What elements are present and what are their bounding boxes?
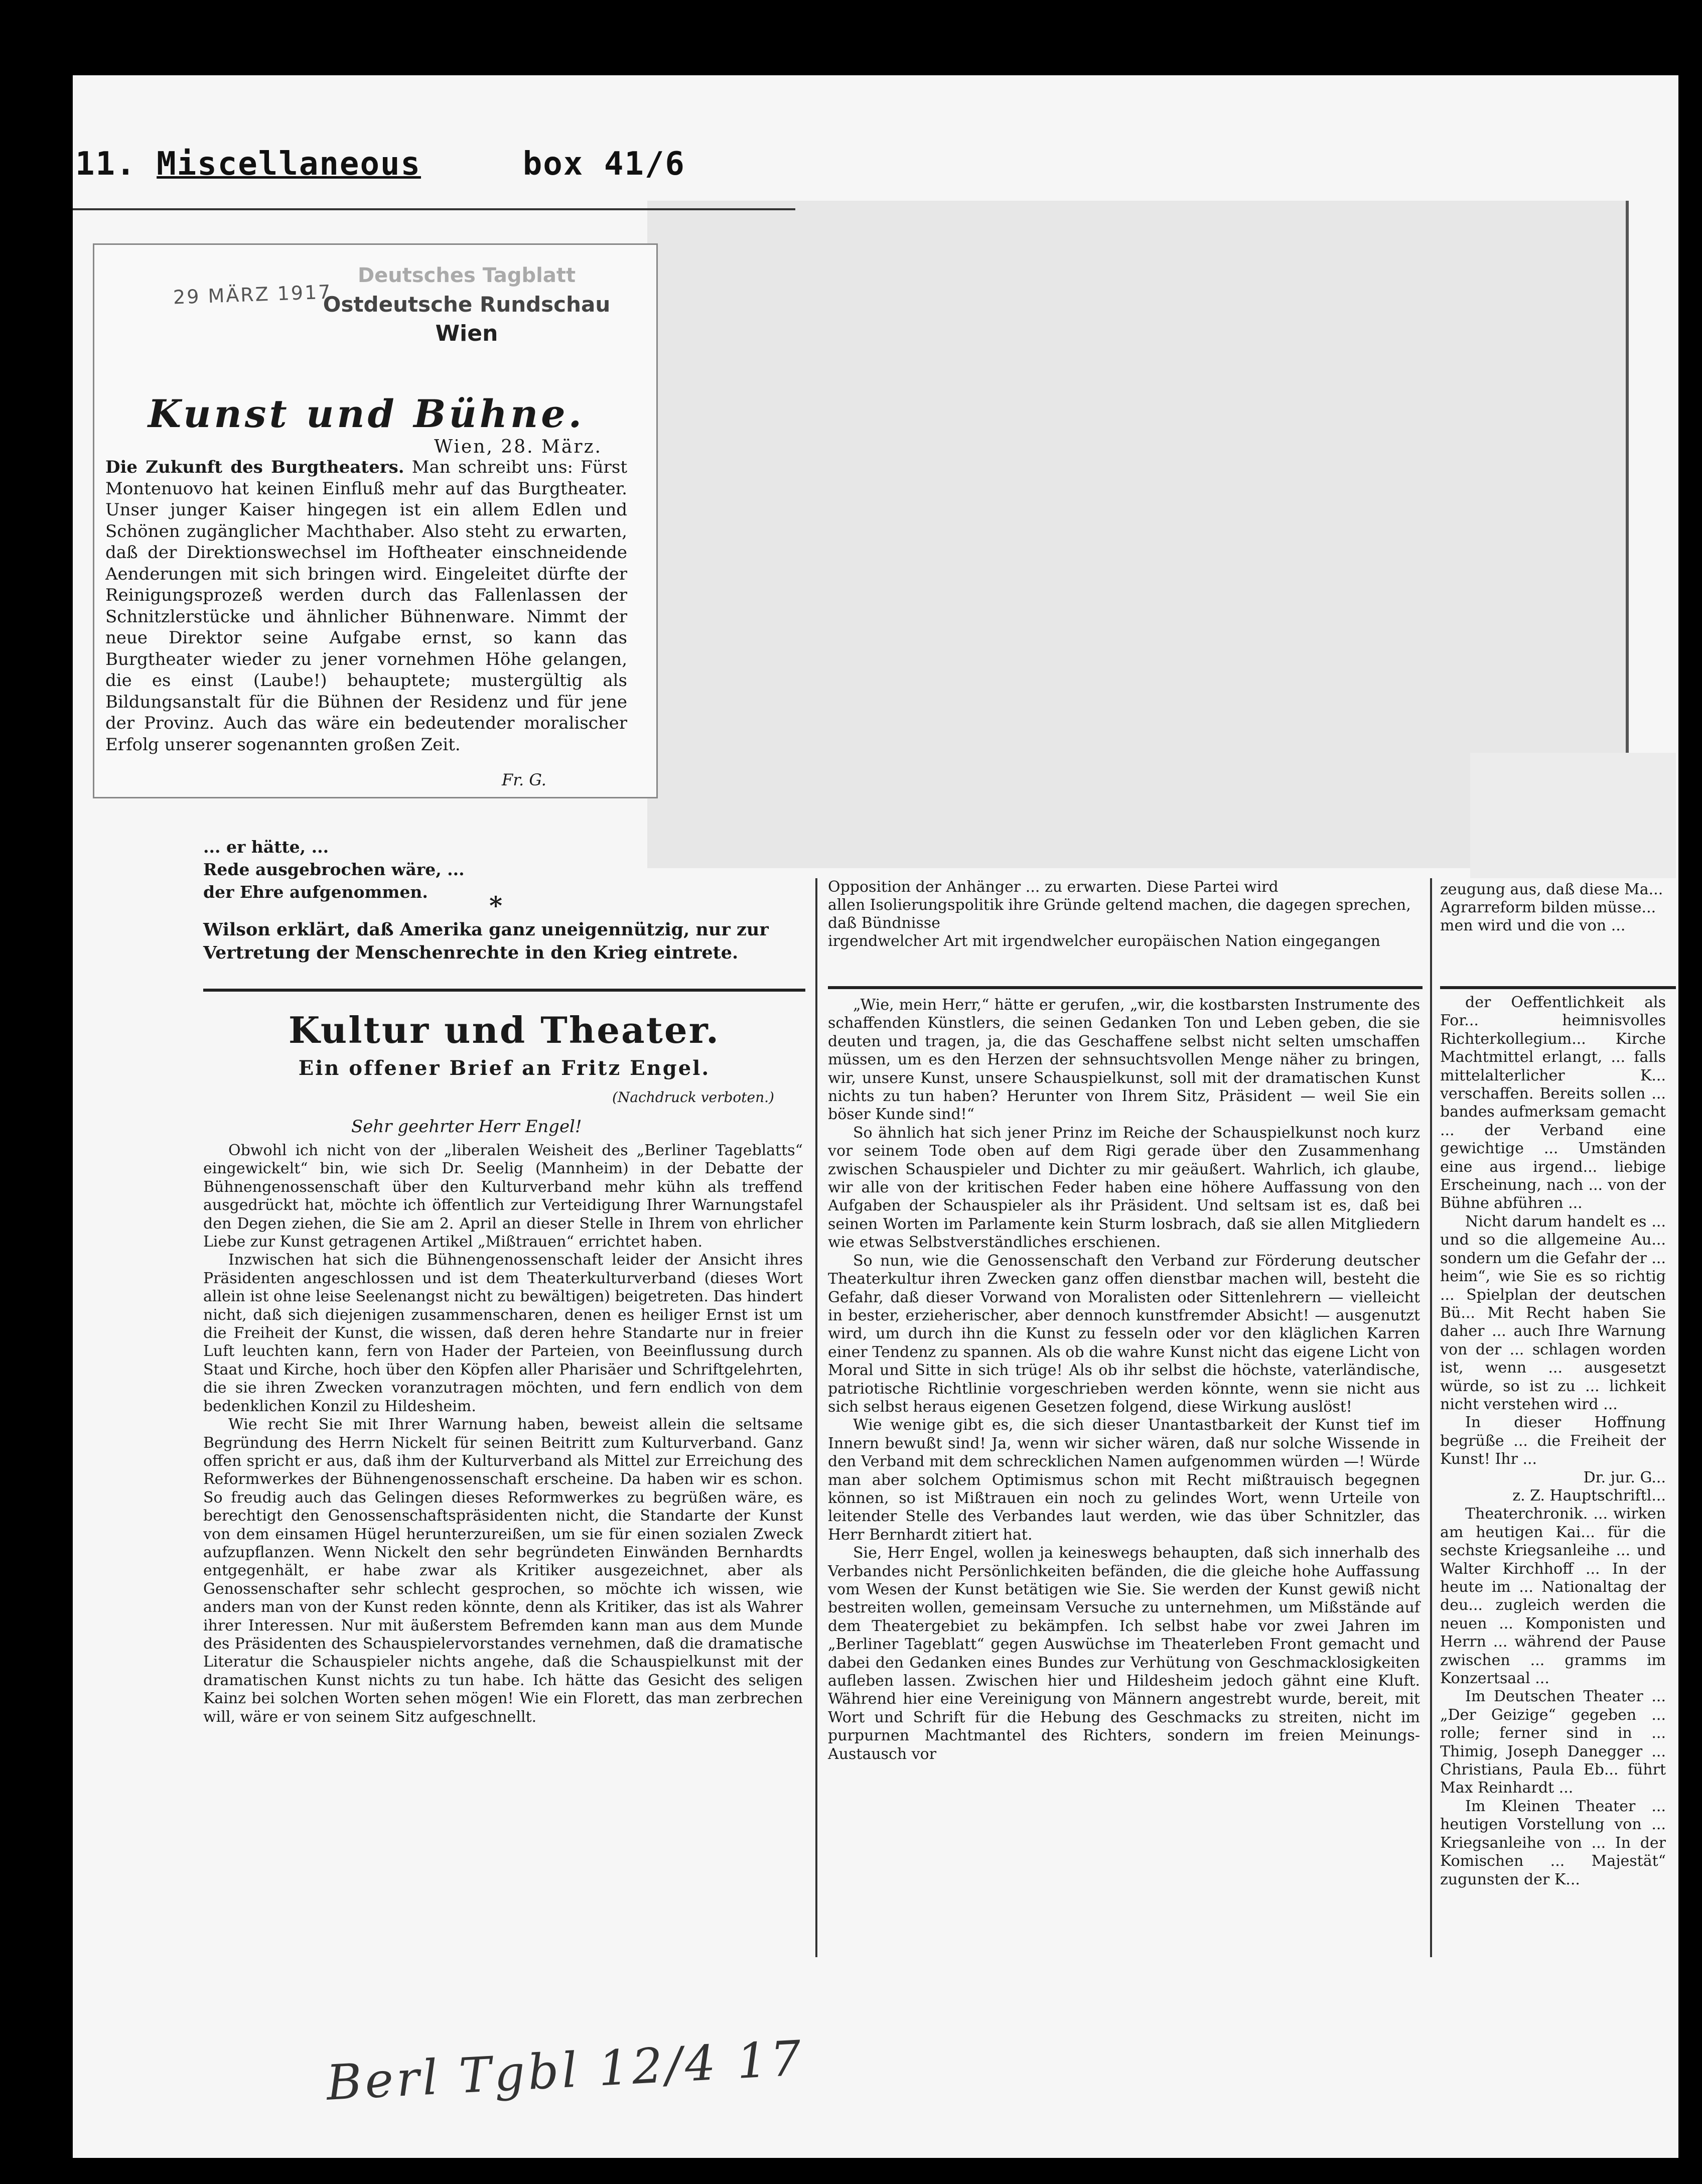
clipping-body	[105, 457, 627, 755]
fragment-line: allen Isolierungspolitik ihre Gründe geltend machen, die dagegen sprechen, daß Bündnisse	[828, 896, 1411, 932]
fragment-line: Rede ausgebrochen wäre, ...	[203, 860, 465, 879]
newspaper-name-2: Ostdeutsche Rundschau	[323, 292, 611, 317]
article-subtitle: Ein offener Brief an Fritz Engel.	[298, 1056, 711, 1080]
paragraph: So nun, wie die Genossenschaft den Verband zur Förderung deutscher Theaterkultur ihren Zwecken ganz offen dienstbar machen will, besteht die Gefahr, daß dieser Vorwand von Moralisten oder Sittenlehrern — vielleicht in bester, erzieherischer, aber dennoch kunstfremder Absicht! — ausgenutzt wird, um durch ihn die Kunst zu fesseln oder vor den kläglichen Karren einer Tendenz zu spannen. Als ob die wahre Kunst nicht das eigene Licht von Moral und Sitte in sich trüge! Als ob ihr selbst die höchste, vaterländische, patriotische Richtlinie vorgeschrieben werden könnte, wenn sie nicht aus sich selbst heraus eigenen Gesetzen folgend, diese Wirkung auslöst!	[828, 1252, 1420, 1416]
paragraph: „Wie, mein Herr,“ hätte er gerufen, „wir, die kostbarsten Instrumente des schaffenden Künstlers, die seinen Gedanken Ton und Leben geben, die sie deuten und tragen, ja, die das Geschaffene selbst nicht selten umschaffen müssen, um es den Herzen der sehnsuchtsvollen Menge näher zu bringen, wir, unsere Kunst, unsere Schauspielkunst, soll mit der dramatischen Kunst nichts zu tun haben? Herunter von Ihrem Sitz, Präsident — weil Sie ein böser Kunde sind!“	[828, 996, 1420, 1124]
fragment-line: der Ehre aufgenommen.	[203, 882, 428, 902]
blank-mount-area-lower	[1470, 753, 1676, 878]
fragment-line: zeugung aus, daß diese Ma...	[1440, 881, 1663, 898]
paragraph: Wie wenige gibt es, die sich dieser Unantastbarkeit der Kunst tief im Innern bewußt sind! Ja, wenn wir sicher wären, daß nur solche Wissende in den Verband mit dem schrecklichen Namen aufgenommen würden —! Würde man aber solchem Optimismus schon mit Recht mißtrauisch begegnen können, so ist Mißtrauen ein noch zu gelindes Wort, wenn Urteile von leitender Stelle des Verbandes laut werden, wie das über Schnitzler, das Herr Bernhardt zitiert hat.	[828, 1416, 1420, 1544]
article-top-rule	[203, 989, 805, 992]
folder-series: Miscellaneous	[157, 146, 421, 183]
col2-top-rule	[828, 986, 1423, 989]
folder-header	[75, 146, 685, 183]
col2-fragment	[828, 878, 1423, 950]
clipping-text: Man schreibt uns: Fürst Montenuovo hat keinen Einfluß mehr auf das Burgtheater. Unser junger Kaiser hingegen ist ein allem Edlen und Schönen zugänglicher Machthaber. Also steht zu erwarten, daß der Direktionswechsel im Hoftheater einschneidende Aenderungen mit sich bringen wird. Eingeleitet dürfte der Reinigungsprozeß werden durch das Fallenlassen der Schnitzlerstücke und ähnlicher Bühnenware. Nimmt der neue Direktor seine Aufgabe ernst, so kann das Burgtheater wieder zu jener vornehmen Höhe gelangen, die es einst (Laube!) behauptete; mustergültig als Bildungsanstalt für die Bühnen der Residenz und für jene der Provinz. Auch das wäre ein bedeutender moralischer Erfolg unserer sogenannten großen Zeit.	[105, 457, 627, 755]
handwritten-annotation: Berl Tgbl 12/4 17	[325, 2030, 806, 2111]
clipping-title: Kunst und Bühne.	[148, 391, 585, 436]
paragraph: Theaterchronik. ... wirken am heutigen Kai... für die sechste Kriegsanleihe ... und Walter Kirchhoff ... In der heute im ... Nationaltag der deu... zugleich werden die neuen ... Komponisten und Herrn ... während der Pause zwischen ... gramms im Konzertsaal ...	[1440, 1505, 1666, 1688]
fragment-line: men wird und die von ...	[1440, 917, 1626, 934]
newspaper-city: Wien	[435, 321, 498, 346]
section-star: *	[489, 891, 503, 920]
article-title: Kultur und Theater.	[288, 1009, 721, 1051]
date-stamp: 29 MÄRZ 1917	[173, 281, 333, 309]
paragraph: Sie, Herr Engel, wollen ja keineswegs behaupten, daß sich innerhalb des Verbandes nicht Persönlichkeiten befänden, die die gleiche hohe Auffassung vom Wesen der Kunst betätigen wie Sie. Sie werden der Kunst gewiß nicht bestreiten wollen, gemeinsam Versuche zu unternehmen, um Mißstände auf dem Theatergebiet zu bekämpfen. Ich selbst habe vor zwei Jahren im „Berliner Tageblatt“ gegen Auswüchse im Theaterleben Front gemacht und dabei den Gedanken eines Bundes zur Verhütung von Geschmacklosigkeiten aufleben lassen. Zwischen hier und Hildesheim jedoch gähnt eine Kluft. Während hier eine Vereinigung von Männern angestrebt wurde, bereit, mit Wort und Schrift für die Hebung des Geschmacks zu streiten, nicht im purpurnen Machtmantel des Richters, sondern im freien Meinungs-Austausch vor	[828, 1544, 1420, 1763]
salutation: Sehr geehrter Herr Engel!	[351, 1117, 582, 1137]
article-column-1	[203, 1142, 803, 1726]
clipping-headline: Die Zukunft des Burgtheaters.	[105, 457, 404, 477]
header-rule	[73, 208, 795, 210]
fragment-text	[203, 836, 805, 903]
newspaper-stamp	[311, 261, 622, 348]
fragment-line: Agrarreform bilden müsse...	[1440, 899, 1656, 916]
reprint-note: (Nachdruck verboten.)	[612, 1089, 774, 1106]
paragraph: Wie recht Sie mit Ihrer Warnung haben, beweist allein die seltsame Begründung des Herrn Nickelt für seinen Beitritt zum Kulturverband. Ganz offen spricht er aus, daß ihm der Kulturverband als Mittel zur Erreichung des Reformwerkes der Bühnengenossenschaft erscheine. Da haben wir es schon. So freudig auch das Gelingen dieses Reformwerkes zu begrüßen wäre, es berechtigt den Genossenschaftspräsidenten nicht, die Standarte der Kunst von dem einsamen Hügel herunterzureißen, um sie für einen sozialen Zweck aufzupflanzen. Wenn Nickelt den sehr begründeten Einwänden Bernhardts entgegenhält, er habe zwar als Kritiker ausgezeichnet, aber als Genossenschafter sehr schlecht gesprochen, so möchte ich wissen, wie anders man von der Kunst reden könnte, denn als Kritiker, das ist als Wahrer ihrer Interessen. Nur mit äußerstem Befremden kann man aus dem Munde des Präsidenten des Schauspielervorstandes vernehmen, daß die dramatische Literatur die Schauspieler nichts angehe, daß die Schauspielkunst mit der dramatischen Kunst nichts zu tun habe. Ich hätte das Gesicht des seligen Kainz bei solchen Worten sehen mögen! Wie ein Florett, das man zerbrechen will, wäre er von seinem Sitz aufgeschnellt.	[203, 1416, 803, 1726]
paragraph: Inzwischen hat sich die Bühnengenossenschaft leider der Ansicht ihres Präsidenten angeschlossen und ist dem Theaterkulturverband (dieses Wort allein ist ohne leise Seelenangst nicht zu bewältigen) beigetreten. Das hindert nicht, daß sich diejenigen zusammenscharen, denen es heiliger Ernst ist um die Freiheit der Kunst, die wissen, daß deren hehre Standarte nur in freier Luft leuchten kann, fern von Hader der Parteien, von Beeinflussung durch Staat und Kirche, hoch über den Köpfen aller Pharisäer und Schriftgelehrten, die sie ihren Zwecken voranzutragen möchten, und fern endlich von dem bedenklichen Konzil zu Hildesheim.	[203, 1251, 803, 1415]
article-column-2	[828, 996, 1420, 1763]
author-title: z. Z. Hauptschriftl...	[1512, 1486, 1666, 1505]
fragment-line: irgendwelcher Art mit irgendwelcher europäischen Nation eingegangen	[828, 932, 1380, 950]
column-divider	[1430, 878, 1432, 1957]
clipping-signature: Fr. G.	[502, 770, 546, 789]
col3-top-rule	[1440, 986, 1676, 989]
paragraph: der Oeffentlichkeit als For... heimnisvolles Richterkollegium... Kirche Machtmittel erlangt, ... falls mittelalterlicher K... verschaffen. Bereits sollen ... bandes aufmerksam gemacht ... der Verband eine gewichtige ... Umständen eine aus irgend... liebige Erscheinung, nach ... von der Bühne abführen ...	[1440, 994, 1666, 1212]
wilson-notice: Wilson erklärt, daß Amerika ganz uneigennützig, nur zur Vertretung der Menschenrechte in den Krieg eintrete.	[203, 919, 769, 963]
fragment-line: Opposition der Anhänger ... zu erwarten. Diese Partei wird	[828, 878, 1279, 896]
paragraph: Nicht darum handelt es ... und so die allgemeine Au... sondern um die Gefahr der ... heim“, wie Sie es so richtig ... Spielplan der deutschen Bü... Mit Recht haben Sie daher ... auch Ihre Warnung von der ... schlagen worden ist, wenn ... ausgesetzt würde, so ist zu ... lichkeit nicht verstehen wird ...	[1440, 1212, 1666, 1413]
clipping-dateline: Wien, 28. März.	[434, 437, 602, 457]
column-divider	[815, 878, 817, 1957]
newspaper-name-1: Deutsches Tagblatt	[357, 264, 576, 287]
fragment-line: ... er hätte, ...	[203, 837, 329, 857]
paragraph: Im Deutschen Theater ... „Der Geizige“ gegeben ... rolle; ferner sind in ... Thimig, Joseph Danegger ... Christians, Paula Eb... führt Max Reinhardt ...	[1440, 1688, 1666, 1797]
author-name: Dr. jur. G...	[1583, 1468, 1666, 1486]
col3-fragment	[1440, 881, 1666, 935]
paragraph: So ähnlich hat sich jener Prinz im Reiche der Schauspielkunst noch kurz vor seinem Tode oben auf dem Rigi gerade über den Zusammenhang zwischen Schauspieler und Dichter zu mir geäußert. Wahrlich, ich glaube, wir alle von der kritischen Feder haben eine höhere Auffassung von den Aufgaben der Schauspieler als ihr Präsident. Und seltsam ist es, daß bei seinen Worten im Parlamente kein Sturm losbrach, daß sie allen Mitgliedern wie etwas Selbstverständliches erschienen.	[828, 1124, 1420, 1252]
folder-number: 11.	[75, 146, 136, 183]
paragraph: Im Kleinen Theater ... heutigen Vorstellung von ... Kriegsanleihe von ... In der Komischen ... Majestät“ zugunsten der K...	[1440, 1797, 1666, 1888]
article-column-3	[1440, 994, 1666, 1889]
paragraph: Obwohl ich nicht von der „liberalen Weisheit des „Berliner Tageblatts“ eingewickelt“ bin, wie sich Dr. Seelig (Mannheim) in der Debatte der Bühnengenossenschaft über den Kulturverband mehr kühn als treffend ausgedrückt hat, möchte ich öffentlich zur Verteidigung Ihrer Warnungstafel den Degen ziehen, die Sie am 2. April an dieser Stelle in Ihrem von ehrlicher Liebe zur Kunst getragenen Artikel „Mißtrauen“ errichtet haben.	[203, 1142, 803, 1251]
paragraph: In dieser Hoffnung begrüße ... die Freiheit der Kunst! Ihr ...	[1440, 1414, 1666, 1468]
box-number: box 41/6	[522, 146, 685, 183]
